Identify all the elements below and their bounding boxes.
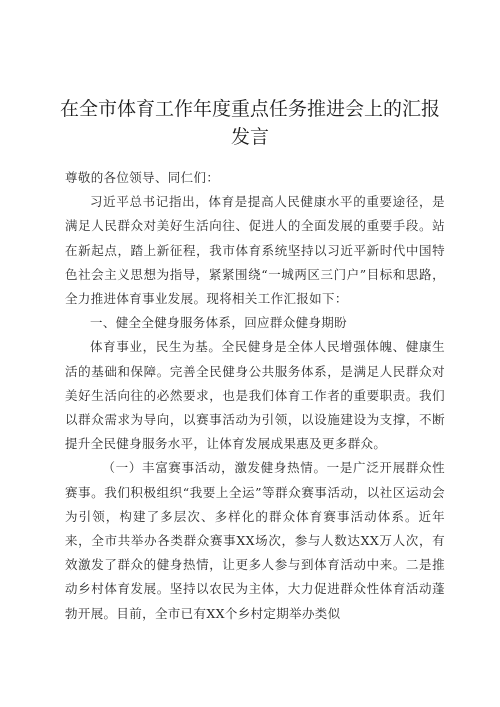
salutation: 尊敬的各位领导、同仁们： — [65, 170, 220, 185]
document-body — [65, 166, 445, 626]
section-heading-1: 一、健全全健身服务体系，回应群众健身期盼 — [90, 315, 348, 331]
document-title-line-2: 发言 — [230, 126, 269, 148]
paragraph-fitness: 体育事业，民生为基。全民健身是全体人民增强体魄、健康生活的基础和保障。完善全民健身公共服务体系，是满足人民群众对美好生活向往的必然要求，也是我们体育工作者的重要职责。我们以群众需求为导向，以赛事活动为引领，以设施建设为支撑，不断提升全民健身服务水平，让体育发展成果惠及更多群众。 — [65, 339, 445, 452]
paragraph-intro: 习近平总书记指出，体育是提高人民健康水平的重要途径，是满足人民群众对美好生活向往、促进人的全面发展的重要手段。站在新起点，踏上新征程，我市体育系统坚持以习近平新时代中国特色社会主义思想为指导，紧紧围绕“一城两区三门户”目标和思路，全力推进体育事业发展。现将相关工作汇报如下： — [65, 194, 445, 307]
paragraph-events: （一）丰富赛事活动，激发健身热情。一是广泛开展群众性赛事。我们积极组织“我要上全运”等群众赛事活动，以社区运动会为引领，构建了多层次、多样化的群众体育赛事活动体系。近年来，全市共举办各类群众赛事XX场次，参与人数达XX万人次，有效激发了群众的健身热情，让更多人参与到体育活动中来。二是推动乡村体育发展。坚持以农民为主体，大力促进群众性体育活动蓬勃开展。目前，全市已有XX个乡村定期举办类似 — [65, 460, 445, 621]
document-title-line-1: 在全市体育工作年度重点任务推进会上的汇报 — [59, 98, 440, 120]
